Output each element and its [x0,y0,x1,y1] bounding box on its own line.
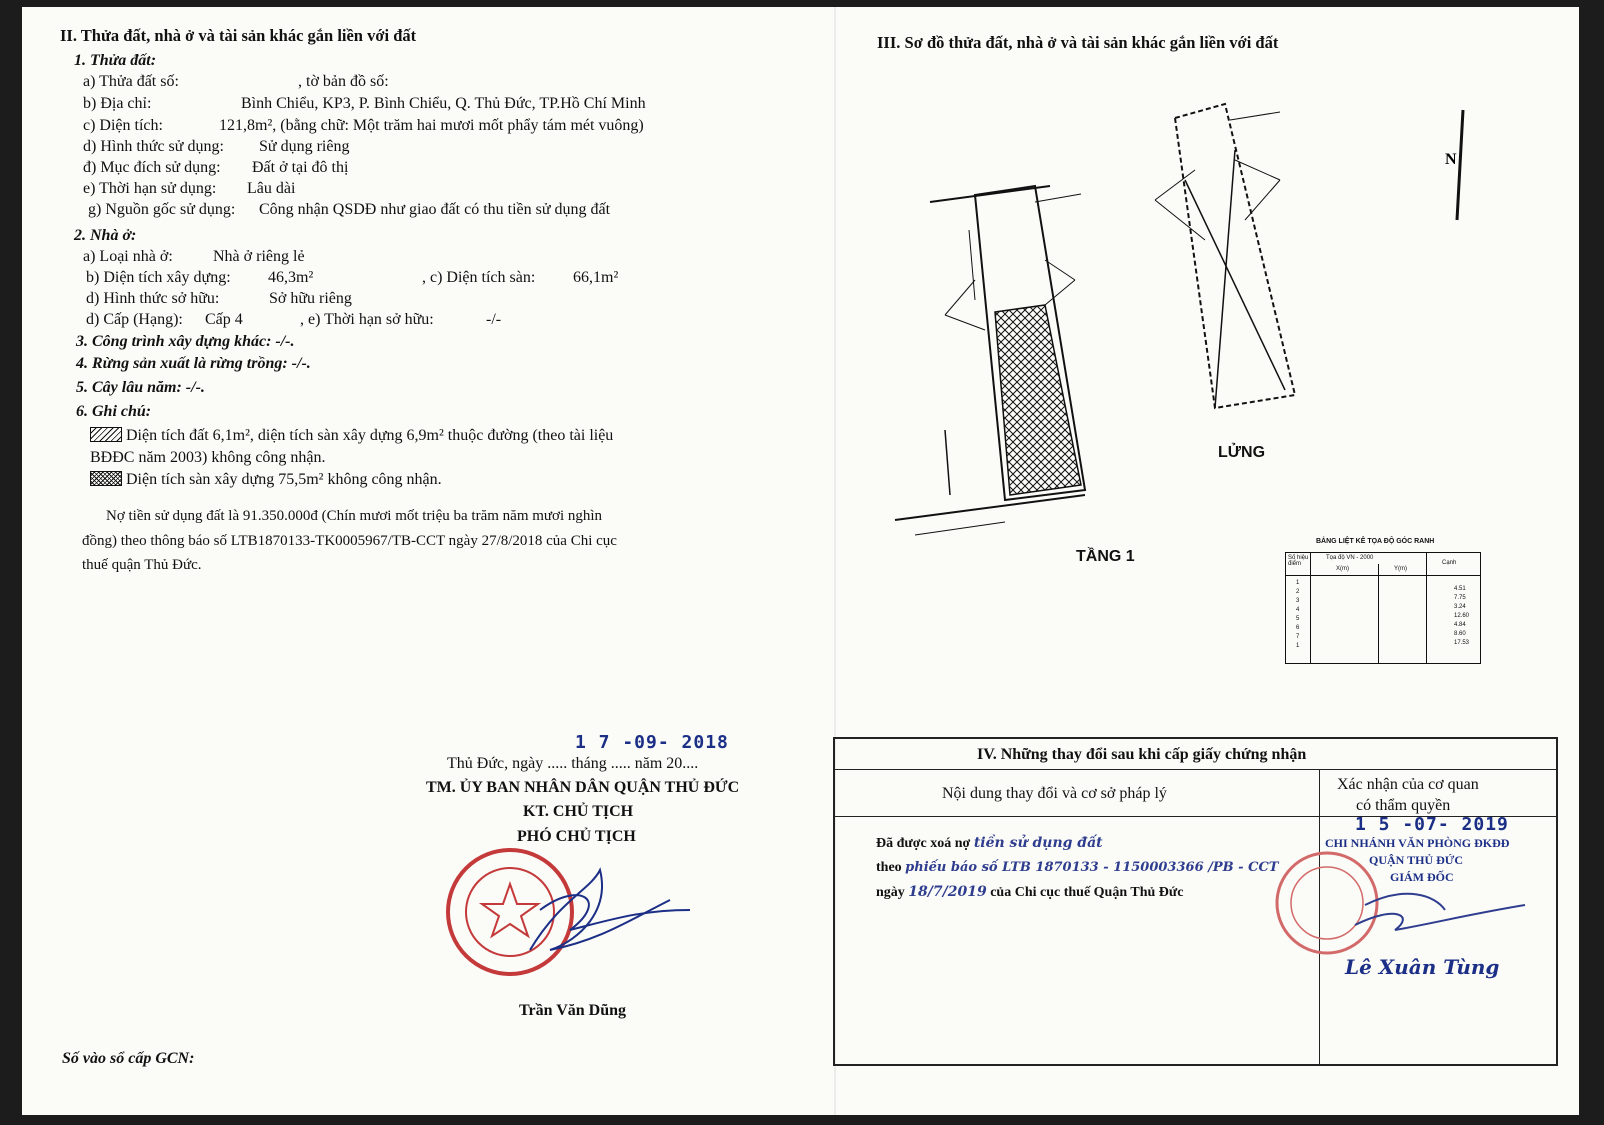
usage-form-value: Sử dụng riêng [259,138,350,155]
note-line-1b: BĐĐC năm 2003) không công nhận. [90,449,326,466]
origin-label: g) Nguồn gốc sử dụng: [88,201,236,218]
coord-point: 3 [1296,598,1300,604]
changes-col1-header: Nội dung thay đổi và cơ sở pháp lý [942,785,1167,802]
coord-h-y: Y(m) [1394,566,1407,572]
grade-label: d) Cấp (Hạng): [86,311,183,328]
note-line-2 [90,471,442,489]
register-label: Số vào sổ cấp GCN: [62,1050,195,1067]
coord-h-x: X(m) [1336,566,1349,572]
red-seal-signature [440,840,700,1000]
change-line-1-handwriting: tiền sử dụng đất [973,835,1103,851]
coord-col-sep-3 [1426,553,1427,663]
coord-edge: 12.60 [1454,613,1470,619]
area-label: c) Diện tích: [83,117,163,134]
house-title: 2. Nhà ở: [74,227,137,244]
change-line-3-text: ngày [876,885,905,900]
change-line-3 [876,884,1184,901]
section-ii-title: II. Thửa đất, nhà ở và tài sản khác gắn liền với đất [60,26,417,45]
change-line-2-text: theo [876,860,902,875]
debt-line-3: thuế quận Thủ Đức. [82,557,202,573]
coord-col-sep-2 [1378,564,1379,663]
change-line-1 [876,835,1103,852]
grade-value: Cấp 4 [205,311,243,328]
origin-value: Công nhận QSDĐ như giao đất có thu tiền sử dụng đất [259,201,611,218]
own-term-value: -/- [486,311,502,328]
notes-title: 6. Ghi chú: [76,403,152,420]
kt-chairman: KT. CHỦ TỊCH [523,803,634,820]
coord-table-title: BẢNG LIỆT KÊ TỌA ĐỘ GÓC RANH [1316,538,1435,545]
coord-point: 5 [1296,616,1300,622]
hatch-legend-icon [90,427,122,442]
changes-col2-header-a: Xác nhận của cơ quan [1337,776,1479,793]
address-label: b) Địa chỉ: [83,95,152,112]
section-iii-title: III. Sơ đồ thửa đất, nhà ở và tài sản khác gắn liền với đất [877,33,1279,52]
note-line-1 [90,427,613,445]
coord-col-sep-1 [1310,553,1311,663]
coord-edge: 17.53 [1454,640,1470,646]
floor-area-value: 66,1m² [573,269,619,286]
signer-name: Trần Văn Dũng [519,1002,626,1019]
debt-line-1: Nợ tiền sử dụng đất là 91.350.000đ (Chín mươi mốt triệu ba trăm năm mươi nghìn [106,508,603,524]
change-line-3b-text: của Chi cục thuế Quận Thủ Đức [990,885,1184,900]
coord-h-point: Số hiệu điểm [1288,555,1309,567]
map-label: , tờ bản đồ số: [298,73,389,90]
office-line-1: CHI NHÁNH VĂN PHÒNG ĐKĐĐ [1325,836,1510,850]
change-line-2 [876,860,1278,876]
coord-edges [1454,585,1469,648]
coord-edge: 7.75 [1454,595,1466,601]
place-date-line: Thủ Đức, ngày ..... tháng ..... năm 20.... [447,755,699,772]
coord-edge: 4.51 [1454,586,1466,592]
office-signer: Lê Xuân Tùng [1345,955,1500,979]
house-type-label: a) Loại nhà ở: [83,248,173,265]
issue-date-stamp: 1 7 -09- 2018 [575,732,729,753]
item-4: 4. Rừng sản xuất là rừng trồng: -/-. [76,355,311,372]
item-5: 5. Cây lâu năm: -/-. [76,379,205,396]
coord-point: 6 [1296,625,1300,631]
coord-edge: 3.24 [1454,604,1466,610]
note-line-1-text: Diện tích đất 6,1m², diện tích sàn xây dựng 6,9m² thuộc đường (theo tài liệu [126,427,614,444]
parcel-diagram [885,90,1485,550]
coord-h-edge: Cạnh [1442,560,1457,566]
address-value: Bình Chiểu, KP3, P. Bình Chiểu, Q. Thủ Đức, TP.Hồ Chí Minh [241,95,646,112]
item-3: 3. Công trình xây dựng khác: -/-. [76,333,295,350]
coord-points [1296,579,1299,651]
note-line-2-text: Diện tích sàn xây dựng 75,5m² không công nhận. [126,471,442,488]
coord-edge: 8.60 [1454,631,1466,637]
floor-area-label: , c) Diện tích sàn: [422,269,536,286]
changes-col2-header-b: có thẩm quyền [1356,797,1451,814]
ownership-value: Sở hữu riêng [269,290,352,307]
coordinate-table [1285,552,1481,664]
debt-line-2: đồng) theo thông báo số LTB1870133-TK0005967/TB-CCT ngày 27/8/2018 của Chi cục [82,533,617,549]
office-line-2: QUẬN THỦ ĐỨC [1369,853,1464,867]
change-line-1-text: Đã được xoá nợ [876,836,971,851]
change-line-3-handwriting: 18/7/2019 [908,884,987,900]
office-line-3: GIÁM ĐỐC [1390,870,1454,884]
parcel-label: a) Thửa đất số: [83,73,179,90]
land-title: 1. Thửa đất: [74,52,157,69]
section-iv-title: IV. Những thay đổi sau khi cấp giấy chứng nhận [977,746,1307,763]
floor1-label: TẦNG 1 [1076,548,1135,565]
own-term-label: , e) Thời hạn sở hữu: [300,311,434,328]
coord-point: 2 [1296,589,1300,595]
office-seal-signature [1265,845,1535,965]
coord-h-vn2000: Tọa độ VN - 2000 [1326,555,1374,561]
house-type-value: Nhà ở riêng lẻ [213,248,305,265]
usage-form-label: d) Hình thức sử dụng: [83,138,224,155]
crosshatch-legend-icon [90,471,122,486]
coord-point: 1 [1296,580,1300,586]
purpose-label: đ) Mục đích sử dụng: [83,159,221,176]
issuing-org: TM. ỦY BAN NHÂN DÂN QUẬN THỦ ĐỨC [426,779,740,796]
purpose-value: Đất ở tại đô thị [252,159,349,176]
mezzanine-label: LỬNG [1218,444,1266,461]
ownership-label: d) Hình thức sở hữu: [86,290,220,307]
coord-point: 7 [1296,634,1300,640]
term-value: Lâu dài [247,180,296,197]
term-label: e) Thời hạn sử dụng: [83,180,217,197]
change-line-2-handwriting: phiếu báo số LTB 1870133 - 1150003366 /PB - CCT [905,860,1279,875]
change-date-stamp: 1 5 -07- 2019 [1355,814,1509,835]
vice-chairman: PHÓ CHỦ TỊCH [517,828,636,845]
coord-edge: 4.84 [1454,622,1466,628]
build-area-value: 46,3m² [268,269,314,286]
svg-text:N: N [1445,151,1457,168]
area-value: 121,8m², (bằng chữ: Một trăm hai mươi mốt phẩy tám mét vuông) [219,117,644,134]
coord-point: 1 [1296,643,1300,649]
build-area-label: b) Diện tích xây dựng: [86,269,231,286]
coord-point: 4 [1296,607,1300,613]
